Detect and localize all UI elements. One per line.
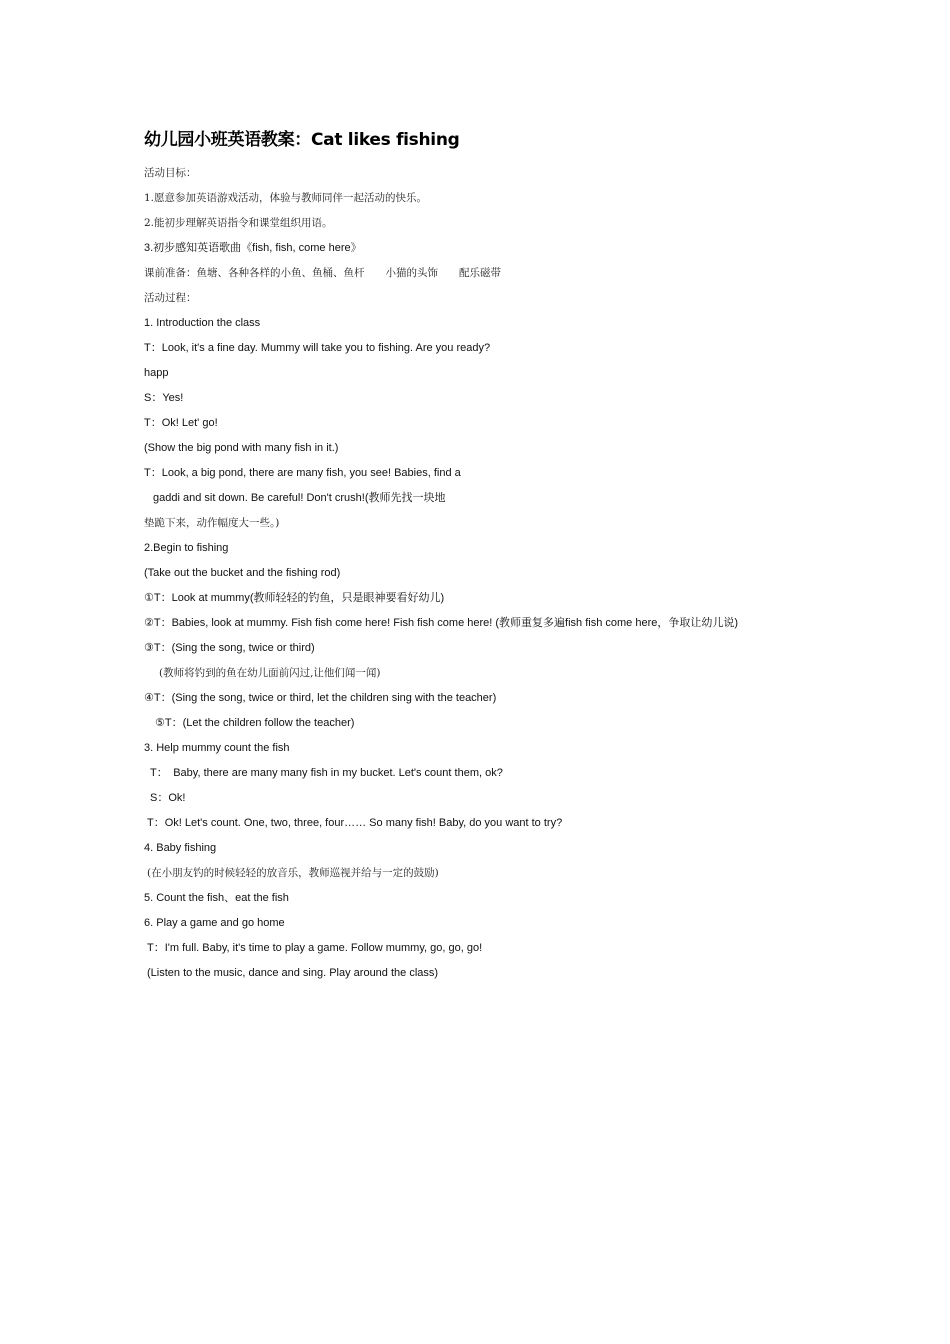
dialogue-line: T： Baby, there are many many fish in my bucket. Let's count them, ok? (150, 767, 503, 779)
instruction-line: (Listen to the music, dance and sing. Play around the class) (147, 967, 439, 979)
dialogue-line: S：Yes! (144, 392, 184, 404)
dialogue-line: T：Look, a big pond, there are many fish, you see! Babies, find a (144, 467, 461, 479)
step-heading: 2.Begin to fishing (144, 542, 229, 554)
dialogue-line: ③T：(Sing the song, twice or third) (144, 642, 315, 654)
dialogue-line: ⑤T：(Let the children follow the teacher) (155, 717, 355, 729)
objective-item: 3.初步感知英语歌曲《fish, fish, come here》 (144, 242, 362, 254)
objective-item: 2.能初步理解英语指令和课堂组织用语。 (144, 217, 333, 229)
section-heading-process: 活动过程： (144, 292, 197, 304)
dialogue-line: T：Ok! Let' go! (144, 417, 218, 429)
dialogue-line: gaddi and sit down. Be careful! Don't crush!(教师先找一块地 (153, 492, 446, 504)
instruction-line: (Show the big pond with many fish in it.) (144, 442, 339, 454)
dialogue-line: T：Look, it's a fine day. Mummy will take you to fishing. Are you ready? (144, 342, 491, 354)
section-heading-objectives: 活动目标： (144, 167, 197, 179)
preparation-line: 课前准备：鱼塘、各种各样的小鱼、鱼桶、鱼杆 小猫的头饰 配乐磁带 (144, 267, 501, 279)
step-heading: 3. Help mummy count the fish (144, 742, 290, 754)
step-heading: 4. Baby fishing (144, 842, 217, 854)
instruction-line: (教师将钓到的鱼在幼儿面前闪过,让他们闻一闻) (159, 667, 381, 679)
text-line: happ (144, 367, 169, 379)
document-title: 幼儿园小班英语教案：Cat likes fishing (144, 130, 460, 150)
instruction-line: (在小朋友钓的时候轻轻的放音乐，教师巡视并给与一定的鼓励) (147, 867, 439, 879)
dialogue-line: T：I'm full. Baby, it's time to play a game. Follow mummy, go, go, go! (147, 942, 483, 954)
dialogue-line: ①T：Look at mummy(教师轻轻的钓鱼，只是眼神要看好幼儿) (144, 592, 445, 604)
instruction-line: (Take out the bucket and the fishing rod) (144, 567, 341, 579)
instruction-line: 垫跪下来，动作幅度大一些。) (144, 517, 280, 529)
dialogue-line: T：Ok! Let's count. One, two, three, four…… So many fish! Baby, do you want to try? (147, 817, 563, 829)
step-heading: 1. Introduction the class (144, 317, 261, 329)
dialogue-line: ④T：(Sing the song, twice or third, let the children sing with the teacher) (144, 692, 497, 704)
dialogue-line: ②T：Babies, look at mummy. Fish fish come here! Fish fish come here! (教师重复多遍fish fish come here，争取让幼儿说) (144, 617, 739, 629)
step-heading: 5. Count the fish、eat the fish (144, 892, 289, 904)
step-heading: 6. Play a game and go home (144, 917, 285, 929)
dialogue-line: S：Ok! (150, 792, 186, 804)
objective-item: 1.愿意参加英语游戏活动，体验与教师同伴一起活动的快乐。 (144, 192, 428, 204)
